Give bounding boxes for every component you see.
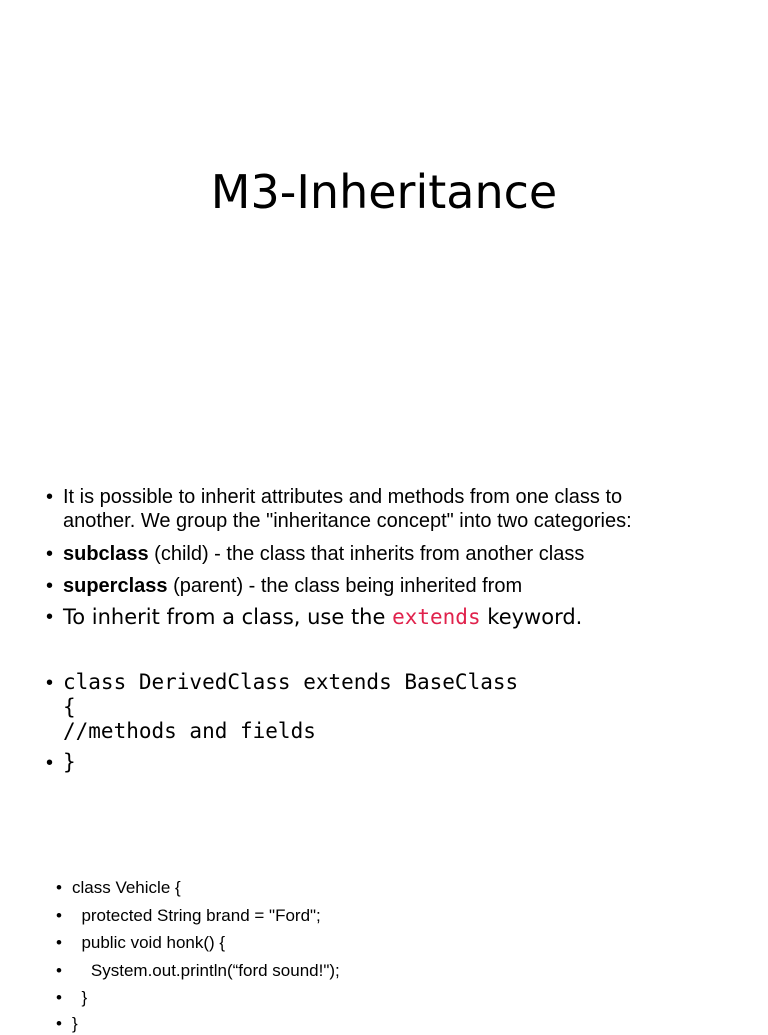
bullet-text — [63, 604, 582, 630]
code-line: { — [63, 694, 76, 719]
term-subclass: subclass — [63, 543, 149, 565]
bullet-dot: • — [56, 933, 62, 952]
bullet-text — [63, 542, 584, 566]
extends-prefix: To inherit from a class, use the — [63, 605, 393, 629]
example-code-text: class Vehicle { — [72, 878, 181, 897]
term-superclass-description: (parent) - the class being inherited from — [167, 575, 523, 597]
bullet-dot: • — [46, 606, 54, 628]
bullet-text-line-1: It is possible to inherit attributes and methods from one class to — [63, 486, 623, 508]
bullet-dot: • — [46, 486, 54, 508]
example-code-text: } — [72, 1014, 78, 1033]
slide-title: M3-Inheritance — [210, 165, 558, 219]
example-code-text: public void honk() { — [72, 933, 226, 952]
bullet-dot: • — [56, 1014, 62, 1033]
bullet-dot: • — [46, 575, 54, 597]
code-line: //methods and fields — [63, 719, 316, 743]
extends-keyword: extends — [392, 605, 481, 629]
bullet-dot: • — [46, 543, 54, 565]
example-code-text: } — [72, 988, 88, 1007]
bullet-dot: • — [56, 961, 62, 980]
extends-suffix: keyword. — [480, 605, 583, 629]
code-line: class DerivedClass extends BaseClass — [63, 670, 519, 694]
bullet-dot: • — [56, 906, 62, 925]
bullet-dot: • — [46, 672, 54, 694]
term-superclass: superclass — [63, 575, 168, 597]
example-code-text: protected String brand = "Ford"; — [72, 906, 321, 925]
code-line: } — [63, 750, 76, 774]
bullet-text-line-2: another. We group the "inheritance concept" into two categories: — [63, 510, 632, 532]
bullet-dot: • — [56, 878, 62, 897]
example-code-text: System.out.println(“ford sound!"); — [72, 961, 340, 980]
term-subclass-description: (child) - the class that inherits from another class — [148, 543, 585, 565]
bullet-dot: • — [56, 988, 62, 1007]
bullet-text — [63, 574, 522, 598]
bullet-dot: • — [46, 752, 54, 774]
